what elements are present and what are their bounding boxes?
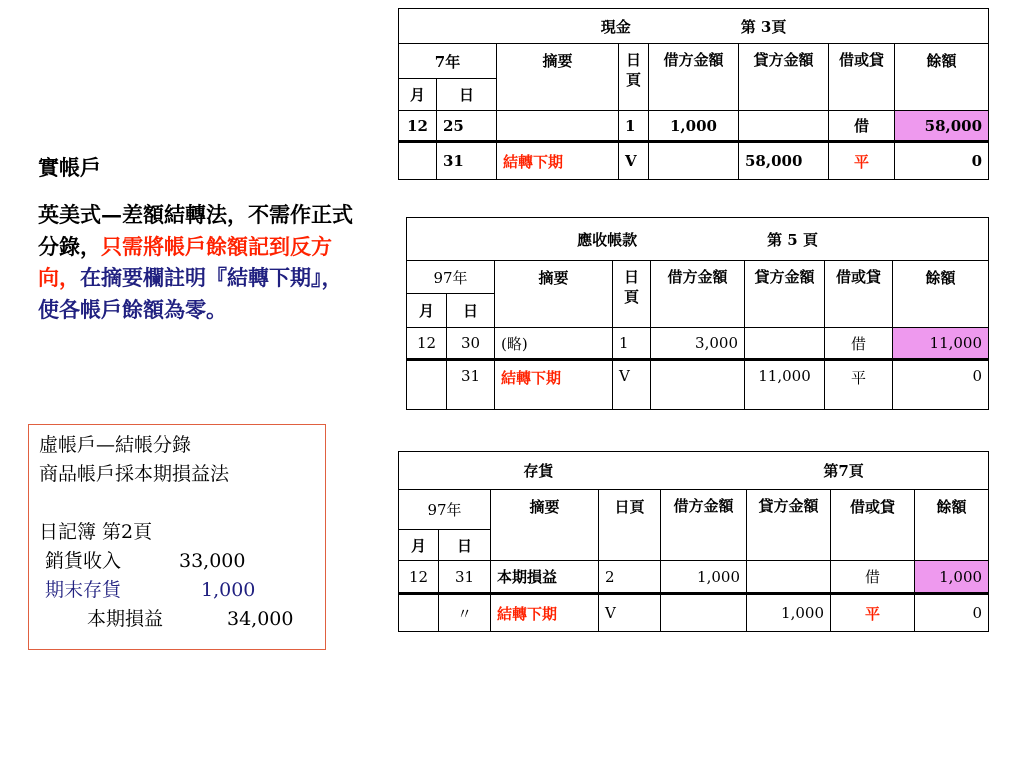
page-number: 第 5 頁 (767, 230, 818, 249)
table-row (399, 111, 989, 142)
real-account-title: 實帳戶 (38, 155, 101, 180)
ledger-title (399, 9, 989, 44)
day-header: 日 (437, 79, 497, 111)
day-cell: 25 (437, 111, 497, 142)
ref-cell: V (619, 142, 649, 180)
year-header: 97年 (407, 261, 495, 294)
month-header: 月 (407, 294, 447, 328)
balance-cell: 0 (895, 142, 989, 180)
balance-header: 餘額 (915, 490, 989, 561)
credit-cell: 1,000 (747, 594, 831, 632)
ref-cell: 1 (613, 328, 651, 360)
ref-header: 日頁 (613, 261, 651, 328)
year-header: 7年 (399, 44, 497, 79)
page-number: 第7頁 (823, 462, 864, 480)
summary-header: 摘要 (491, 490, 599, 561)
summary-cell: 結轉下期 (495, 360, 613, 410)
day-cell: 31 (437, 142, 497, 180)
credit-cell (747, 561, 831, 594)
dc-cell: 平 (829, 142, 895, 180)
page-number: 第 3頁 (740, 17, 787, 36)
summary-cell: 本期損益 (491, 561, 599, 594)
month-cell: 12 (399, 561, 439, 594)
table-row (399, 594, 989, 632)
debit-cell (661, 594, 747, 632)
summary-cell: 結轉下期 (491, 594, 599, 632)
balance-cell: 58,000 (895, 111, 989, 142)
table-row (407, 328, 989, 360)
credit-cell: 11,000 (745, 360, 825, 410)
month-cell: 12 (407, 328, 447, 360)
day-header: 日 (439, 530, 491, 561)
dc-header: 借或貸 (825, 261, 893, 328)
month-cell (399, 594, 439, 632)
dc-cell: 平 (825, 360, 893, 410)
description-part-1: 英美式—差額結轉法，不需作正式分錄， (38, 202, 353, 259)
credit-cell: 58,000 (739, 142, 829, 180)
balance-cell: 0 (915, 594, 989, 632)
summary-cell: (略) (495, 328, 613, 360)
description-part-3: 在摘要欄註明『結轉下期』，使各帳戶餘額為零。 (38, 265, 343, 322)
month-cell (407, 360, 447, 410)
income-summary-label: 本期損益 (87, 608, 164, 630)
sales-revenue-value: 33,000 (179, 550, 246, 572)
day-header: 日 (447, 294, 495, 328)
box-line-6 (39, 605, 315, 634)
box-line-1: 虛帳戶—結帳分錄 (39, 434, 192, 456)
day-cell: 31 (439, 561, 491, 594)
debit-cell: 1,000 (649, 111, 739, 142)
account-name: 存貨 (523, 462, 554, 480)
day-cell: 31 (447, 360, 495, 410)
balance-cell: 0 (893, 360, 989, 410)
month-header: 月 (399, 79, 437, 111)
box-line-5 (39, 576, 315, 605)
ref-header: 日頁 (619, 44, 649, 111)
dc-cell: 借 (829, 111, 895, 142)
real-account-description (38, 199, 356, 325)
account-name: 現金 (600, 17, 631, 36)
table-row (399, 561, 989, 594)
table-row (399, 142, 989, 180)
debit-header: 借方金額 (649, 44, 739, 111)
dc-header: 借或貸 (831, 490, 915, 561)
account-name: 應收帳款 (577, 230, 638, 249)
ledger-title (399, 452, 989, 490)
debit-header: 借方金額 (661, 490, 747, 561)
balance-header: 餘額 (893, 261, 989, 328)
day-cell: 30 (447, 328, 495, 360)
summary-header: 摘要 (497, 44, 619, 111)
debit-cell: 3,000 (651, 328, 745, 360)
credit-cell (745, 328, 825, 360)
dc-cell: 借 (831, 561, 915, 594)
balance-cell: 11,000 (893, 328, 989, 360)
month-cell (399, 142, 437, 180)
debit-header: 借方金額 (651, 261, 745, 328)
cash-ledger (398, 8, 989, 180)
day-cell: 〃 (439, 594, 491, 632)
debit-cell (649, 142, 739, 180)
month-header: 月 (399, 530, 439, 561)
nominal-account-box (28, 424, 326, 650)
income-summary-value: 34,000 (227, 608, 294, 630)
ref-header: 日頁 (599, 490, 661, 561)
balance-header: 餘額 (895, 44, 989, 111)
ref-cell: V (613, 360, 651, 410)
box-line-3: 日記簿 第2頁 (39, 521, 153, 543)
ref-cell: V (599, 594, 661, 632)
credit-header: 貸方金額 (747, 490, 831, 561)
credit-cell (739, 111, 829, 142)
debit-cell (651, 360, 745, 410)
ledger-title (407, 218, 989, 261)
credit-header: 貸方金額 (745, 261, 825, 328)
ref-cell: 2 (599, 561, 661, 594)
box-line-2: 商品帳戶採本期損益法 (39, 463, 230, 485)
ending-inventory-value: 1,000 (201, 579, 256, 601)
sales-revenue-label: 銷貨收入 (39, 550, 122, 572)
summary-cell: 結轉下期 (497, 142, 619, 180)
accounts-receivable-ledger (406, 217, 989, 410)
ending-inventory-label: 期末存貨 (39, 579, 122, 601)
summary-cell (497, 111, 619, 142)
dc-cell: 借 (825, 328, 893, 360)
ref-cell: 1 (619, 111, 649, 142)
credit-header: 貸方金額 (739, 44, 829, 111)
box-blank-line (39, 489, 315, 518)
debit-cell: 1,000 (661, 561, 747, 594)
summary-header: 摘要 (495, 261, 613, 328)
month-cell: 12 (399, 111, 437, 142)
inventory-ledger (398, 451, 989, 632)
box-line-4 (39, 547, 315, 576)
description-part-2: 只需將帳戶餘額記到反方向， (38, 233, 332, 290)
dc-header: 借或貸 (829, 44, 895, 111)
year-header: 97年 (399, 490, 491, 530)
balance-cell: 1,000 (915, 561, 989, 594)
dc-cell: 平 (831, 594, 915, 632)
table-row (407, 360, 989, 410)
